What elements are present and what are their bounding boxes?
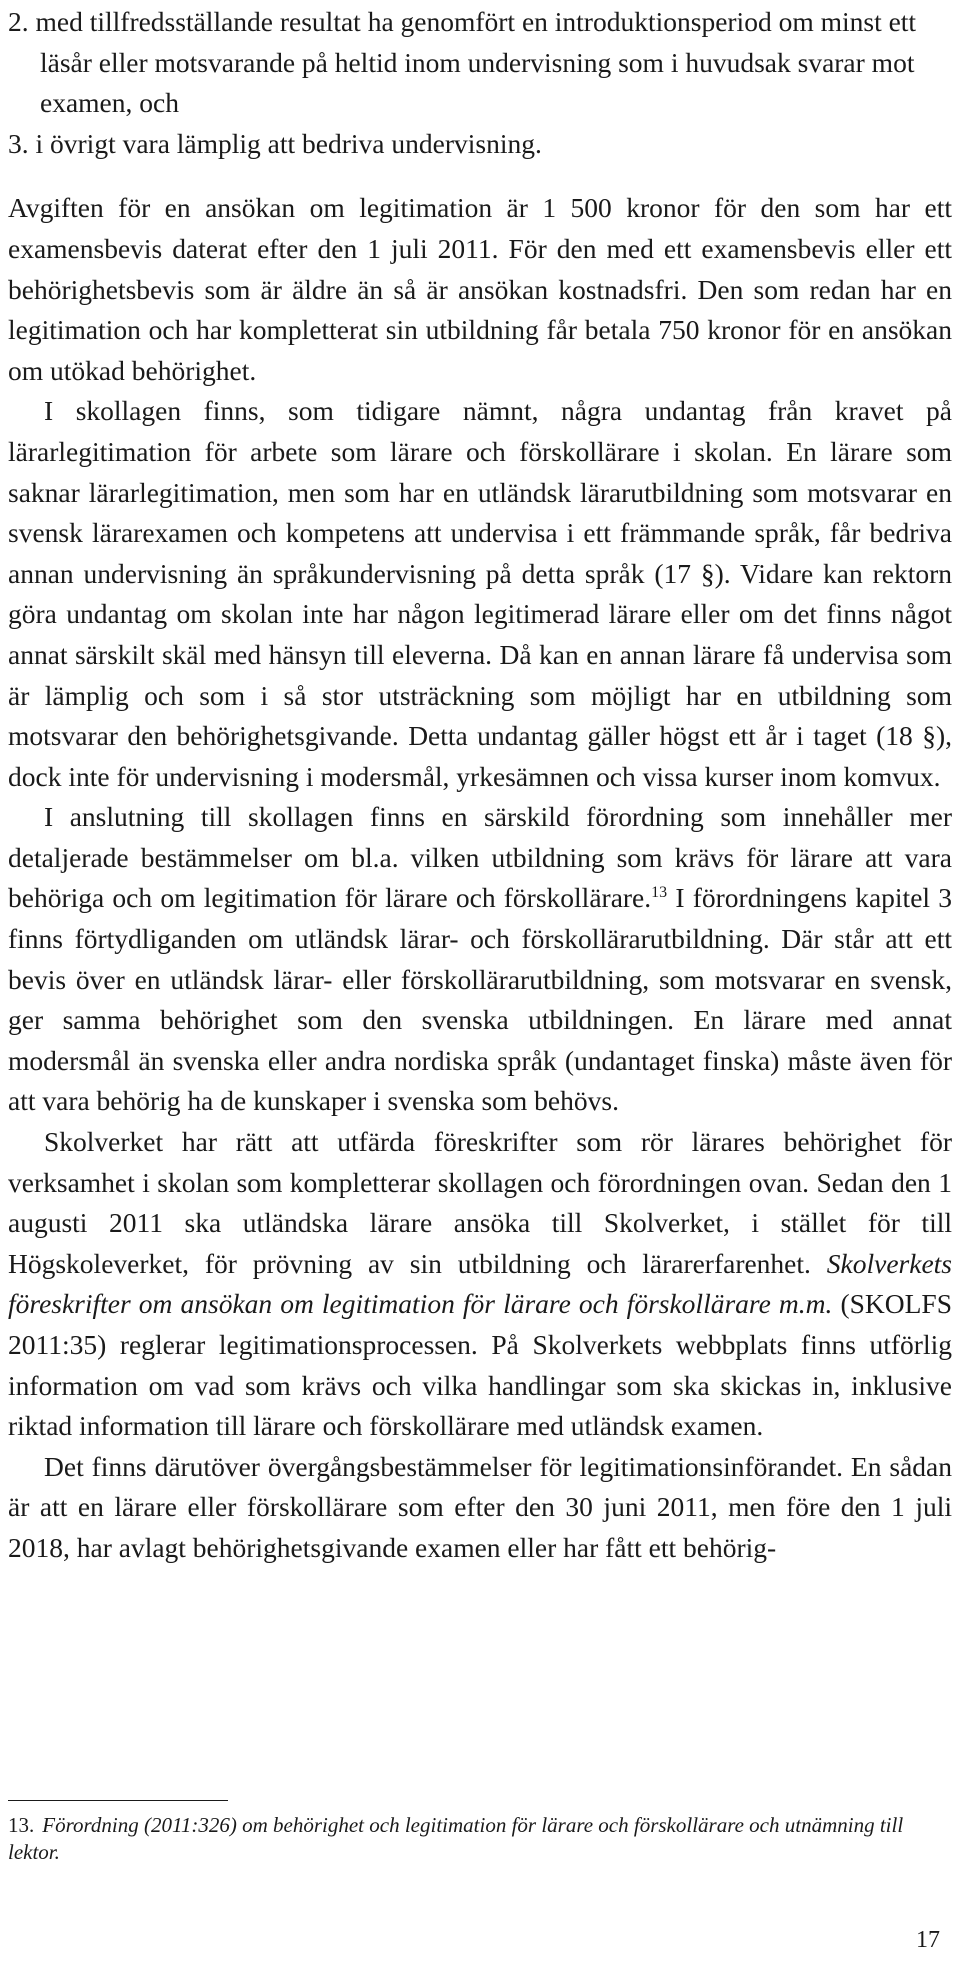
paragraph-ordinance-text-b: I förordningens kapitel 3 finns förtydliganden om utländsk lärar- och förskollärarutbildning. Där står att ett bevis över en utländsk lärar- eller förskollärarutbildning, som motsvarar en svensk, ger samma behörighet som den svenska utbildningen. En lärare med annat modersmål än svenska eller andra nordiska språk (undantaget finska) måste även för att vara behörig ha de kunskaper i svenska som behövs.	[8, 882, 952, 1117]
requirements-list	[8, 2, 952, 164]
paragraph-ordinance	[8, 797, 952, 1122]
footnote	[8, 1812, 952, 1866]
footnote-reference: 13	[651, 884, 668, 902]
paragraph-skolverket	[8, 1122, 952, 1447]
list-item	[8, 124, 952, 165]
page-number: 17	[916, 1927, 940, 1953]
paragraph-exceptions: I skollagen finns, som tidigare nämnt, några undantag från kravet på lärarlegitimation för arbete som lärare och förskollärare i skolan. En lärare som saknar lärarlegitimation, men som har en utländsk lärarutbildning som motsvarar en svensk lärarexamen och kompetens att undervisa i ett främmande språk, får bedriva annan undervisning än språkundervisning på detta språk (17 §). Vidare kan rektorn göra undantag om skolan inte har någon legitimerad lärare eller om det finns något annat särskilt skäl med hänsyn till eleverna. Då kan en annan lärare få undervisa som är lämplig och som i så stor utsträckning som möjligt har en utbildning som motsvarar den behörighetsgivande. Detta undantag gäller högst ett år i taget (18 §), dock inte för undervisning i modersmål, yrkesämnen och vissa kurser inom komvux.	[8, 395, 952, 792]
list-item-number: 3.	[8, 127, 29, 159]
paragraph-transition: Det finns därutöver övergångsbestämmelser för legitimationsinförandet. En sådan är att en lärare eller förskollärare som efter den 30 juni 2011, men före den 1 juli 2018, har avlagt behörighetsgivande examen eller har fått ett behörig-	[8, 1450, 952, 1563]
footnote-number: 13.	[8, 1813, 35, 1837]
footnote-divider	[8, 1800, 228, 1801]
paragraph-ordinance-text-a: I anslutning till skollagen finns en särskild förordning som innehåller mer detaljerade bestämmelser om bl.a. vilken utbildning som krävs för lärare att vara behöriga och om legitimation för lärare och förskollärare.	[8, 801, 952, 914]
main-text	[8, 2, 952, 1569]
list-item-text: i övrigt vara lämplig att bedriva undervisning.	[35, 127, 542, 159]
paragraph-skolverket-text-b: (SKOLFS 2011:35) reglerar legitimationsprocessen. På Skolverkets webbplats finns utförlig information om vad som krävs och vilka handlingar som ska skickas in, inklusive riktad information till lärare och förskollärare med utländsk examen.	[8, 1288, 952, 1442]
paragraph-skolverket-text-a: Skolverket har rätt att utfärda föreskrifter som rör lärares behörighet för verksamhet i skolan som kompletterar skollagen och förordningen ovan. Sedan den 1 augusti 2011 ska utländska lärare ansöka till Skolverket, i stället för till Högskoleverket, för prövning av sin utbildning och lärarerfarenhet.	[8, 1126, 952, 1279]
list-item	[8, 2, 952, 124]
paragraph-fee: Avgiften för en ansökan om legitimation är 1 500 kronor för den som har ett examensbevis daterat efter den 1 juli 2011. För den med ett examensbevis eller ett behörighetsbevis som är äldre än så är ansökan kostnadsfri. Den som redan har en legitimation och har kompletterat sin utbildning får betala 750 kronor för en ansökan om utökad behörighet.	[8, 192, 952, 386]
footnote-text: Förordning (2011:326) om behörighet och legitimation för lärare och förskollärare och utnämning till lektor.	[8, 1813, 904, 1864]
list-item-text: med tillfredsställande resultat ha genomfört en introduktionsperiod om minst ett läsår eller motsvarande på heltid inom undervisning som i huvudsak svarar mot examen, och	[35, 6, 917, 119]
list-item-number: 2.	[8, 6, 29, 37]
regulation-title: Skolverkets föreskrifter om ansökan om legitimation för lärare och förskollärare m.m.	[8, 1247, 952, 1320]
